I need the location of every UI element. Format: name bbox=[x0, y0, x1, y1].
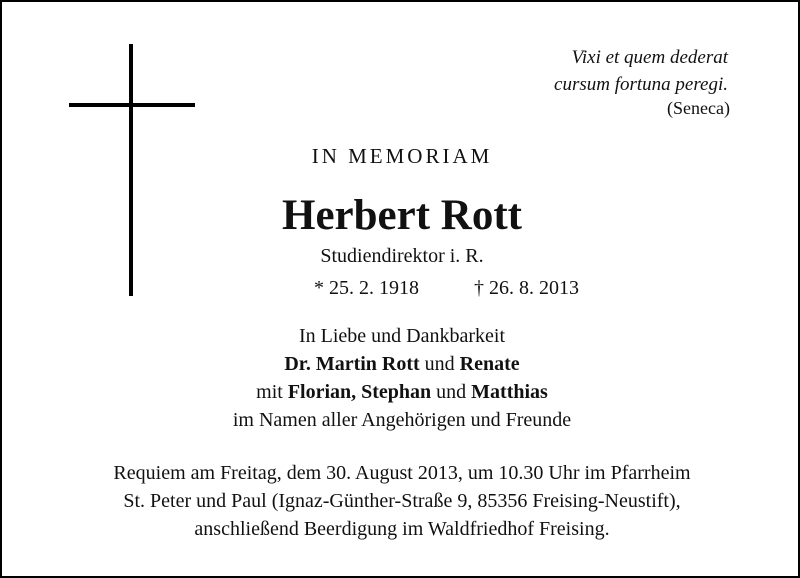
mourners-closing: im Namen aller Angehörigen und Freunde bbox=[232, 409, 572, 431]
service-line-1: Requiem am Freitag, dem 30. August 2013, um 10.30 Uhr im Pfarrheim bbox=[113, 462, 691, 484]
mourner-prefix: mit bbox=[256, 381, 288, 403]
motto-quote bbox=[554, 44, 728, 98]
deceased-title: Studiendirektor i. R. bbox=[320, 245, 484, 267]
birth-date: * 25. 2. 1918 bbox=[314, 277, 419, 299]
service-line-2: St. Peter und Paul (Ignaz-Günther-Straße 9, 85356 Freising-Neustift), bbox=[123, 490, 681, 512]
mourner-joiner: und bbox=[419, 353, 460, 375]
mourner-name: Renate bbox=[459, 353, 520, 375]
service-line-3: anschließend Beerdigung im Waldfriedhof Freising. bbox=[194, 518, 610, 540]
service-details bbox=[2, 459, 800, 543]
mourners-line-children bbox=[2, 378, 800, 406]
cross-icon-crossbar bbox=[69, 103, 195, 107]
deceased-name: Herbert Rott bbox=[282, 192, 522, 239]
motto-line-2: cursum fortuna peregi. bbox=[554, 74, 728, 95]
motto-source: (Seneca) bbox=[667, 98, 730, 118]
mourner-joiner: und bbox=[431, 381, 472, 403]
mourners-block bbox=[2, 322, 800, 434]
death-date: † 26. 8. 2013 bbox=[474, 277, 579, 299]
motto-line-1: Vixi et quem dederat bbox=[571, 47, 728, 68]
mourner-name: Dr. Martin Rott bbox=[284, 353, 420, 375]
mourner-names: Florian, Stephan bbox=[287, 381, 432, 403]
mourners-line-primary bbox=[2, 350, 800, 378]
mourner-name: Matthias bbox=[471, 381, 548, 403]
mourners-intro: In Liebe und Dankbarkeit bbox=[298, 325, 506, 347]
in-memoriam-heading: IN MEMORIAM bbox=[311, 144, 493, 168]
